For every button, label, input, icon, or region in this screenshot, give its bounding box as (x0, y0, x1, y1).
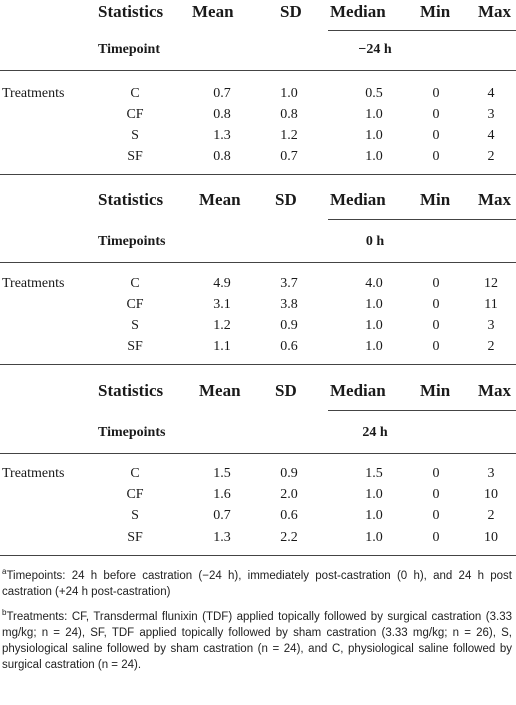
cell-median: 1.0 (365, 530, 383, 545)
section-divider (0, 174, 516, 175)
cell-max: 2 (487, 508, 495, 523)
cell-treatment: CF (126, 107, 144, 122)
col-header-max: Max (478, 190, 512, 209)
cell-median: 4.0 (365, 276, 383, 291)
cell-max: 2 (487, 339, 495, 354)
cell-min: 0 (432, 530, 440, 545)
col-header-max: Max (478, 2, 512, 21)
cell-max: 3 (487, 466, 495, 481)
row-group-label: Treatments (2, 466, 65, 481)
cell-sd: 3.7 (280, 276, 298, 291)
cell-max: 4 (487, 128, 495, 143)
timepoint-label: Timepoint (98, 42, 160, 57)
col-header-min: Min (420, 190, 451, 209)
footnote-a-mark: a (2, 567, 7, 577)
cell-max: 10 (484, 487, 498, 502)
header-underline (328, 219, 516, 220)
cell-median: 0.5 (365, 86, 383, 101)
row-group-label: Treatments (2, 86, 65, 101)
cell-mean: 1.6 (213, 487, 231, 502)
cell-min: 0 (432, 466, 440, 481)
cell-median: 1.0 (365, 339, 383, 354)
cell-sd: 1.0 (280, 86, 298, 101)
cell-sd: 0.7 (280, 149, 298, 164)
col-header-mean: Mean (192, 2, 234, 21)
col-header-sd: SD (275, 381, 297, 400)
cell-treatment: C (130, 86, 140, 101)
cell-min: 0 (432, 339, 440, 354)
cell-treatment: CF (126, 297, 144, 312)
footnote-a-text: Timepoints: 24 h before castration (−24 h), immediately post-castration (0 h), and 24 h post castration (+24 h post-castration) (2, 570, 512, 598)
cell-min: 0 (432, 149, 440, 164)
section-divider (0, 70, 516, 71)
cell-mean: 1.5 (213, 466, 231, 481)
cell-max: 4 (487, 86, 495, 101)
cell-median: 1.0 (365, 487, 383, 502)
cell-mean: 1.1 (213, 339, 231, 354)
footnote-b (2, 609, 512, 673)
cell-min: 0 (432, 128, 440, 143)
cell-min: 0 (432, 276, 440, 291)
col-header-statistics: Statistics (98, 190, 164, 209)
col-header-min: Min (420, 2, 451, 21)
cell-max: 11 (484, 297, 498, 312)
col-header-sd: SD (275, 190, 297, 209)
cell-median: 1.0 (365, 297, 383, 312)
cell-treatment: SF (127, 149, 143, 164)
cell-sd: 2.2 (280, 530, 298, 545)
cell-median: 1.0 (365, 508, 383, 523)
cell-treatment: C (130, 276, 140, 291)
col-header-mean: Mean (199, 381, 241, 400)
footnote-b-text: Treatments: CF, Transdermal flunixin (TDF) applied topically followed by surgical castration (3.33 mg/kg; n = 24), SF, TDF applied topically followed by sham castration (3.33 mg/kg; n = 26), S, physiological saline followed by sham castration (n = 24), and C, physiological saline followed by surgical castration (n = 24). (2, 611, 512, 671)
cell-mean: 0.7 (213, 86, 231, 101)
timepoint-label: Timepoints (98, 234, 166, 249)
cell-sd: 2.0 (280, 487, 298, 502)
cell-mean: 1.2 (213, 318, 231, 333)
cell-treatment: SF (127, 530, 143, 545)
cell-mean: 3.1 (213, 297, 231, 312)
col-header-min: Min (420, 381, 451, 400)
timepoint-value: 24 h (362, 425, 388, 440)
section-divider (0, 453, 516, 454)
cell-treatment: S (131, 508, 139, 523)
cell-mean: 1.3 (213, 128, 231, 143)
col-header-median: Median (330, 190, 386, 209)
cell-median: 1.0 (365, 318, 383, 333)
cell-treatment: S (131, 318, 139, 333)
cell-treatment: S (131, 128, 139, 143)
cell-sd: 0.9 (280, 318, 298, 333)
cell-max: 3 (487, 318, 495, 333)
cell-mean: 0.7 (213, 508, 231, 523)
section-divider (0, 262, 516, 263)
cell-mean: 1.3 (213, 530, 231, 545)
cell-treatment: CF (126, 487, 144, 502)
col-header-median: Median (330, 2, 386, 21)
col-header-statistics: Statistics (98, 381, 164, 400)
row-group-label: Treatments (2, 276, 65, 291)
col-header-max: Max (478, 381, 512, 400)
cell-sd: 3.8 (280, 297, 298, 312)
col-header-sd: SD (280, 2, 302, 21)
cell-max: 2 (487, 149, 495, 164)
timepoint-label: Timepoints (98, 425, 166, 440)
table-bottom-rule (0, 555, 516, 556)
cell-max: 10 (484, 530, 498, 545)
cell-median: 1.0 (365, 107, 383, 122)
cell-sd: 0.8 (280, 107, 298, 122)
cell-mean: 4.9 (213, 276, 231, 291)
col-header-median: Median (330, 381, 386, 400)
cell-max: 3 (487, 107, 495, 122)
cell-max: 12 (484, 276, 498, 291)
cell-median: 1.5 (365, 466, 383, 481)
section-divider (0, 364, 516, 365)
header-underline (328, 410, 516, 411)
header-underline (328, 30, 516, 31)
cell-sd: 0.6 (280, 508, 298, 523)
cell-min: 0 (432, 107, 440, 122)
cell-min: 0 (432, 508, 440, 523)
timepoint-value: 0 h (365, 234, 385, 249)
cell-treatment: C (130, 466, 140, 481)
cell-sd: 0.6 (280, 339, 298, 354)
footnote-b-mark: b (2, 608, 7, 618)
cell-sd: 1.2 (280, 128, 298, 143)
cell-min: 0 (432, 297, 440, 312)
col-header-mean: Mean (199, 190, 241, 209)
cell-sd: 0.9 (280, 466, 298, 481)
footnote-a (2, 568, 512, 600)
cell-mean: 0.8 (213, 149, 231, 164)
col-header-statistics: Statistics (98, 2, 164, 21)
cell-min: 0 (432, 318, 440, 333)
cell-median: 1.0 (365, 128, 383, 143)
timepoint-value: −24 h (358, 42, 392, 57)
cell-treatment: SF (127, 339, 143, 354)
cell-mean: 0.8 (213, 107, 231, 122)
cell-median: 1.0 (365, 149, 383, 164)
cell-min: 0 (432, 487, 440, 502)
cell-min: 0 (432, 86, 440, 101)
